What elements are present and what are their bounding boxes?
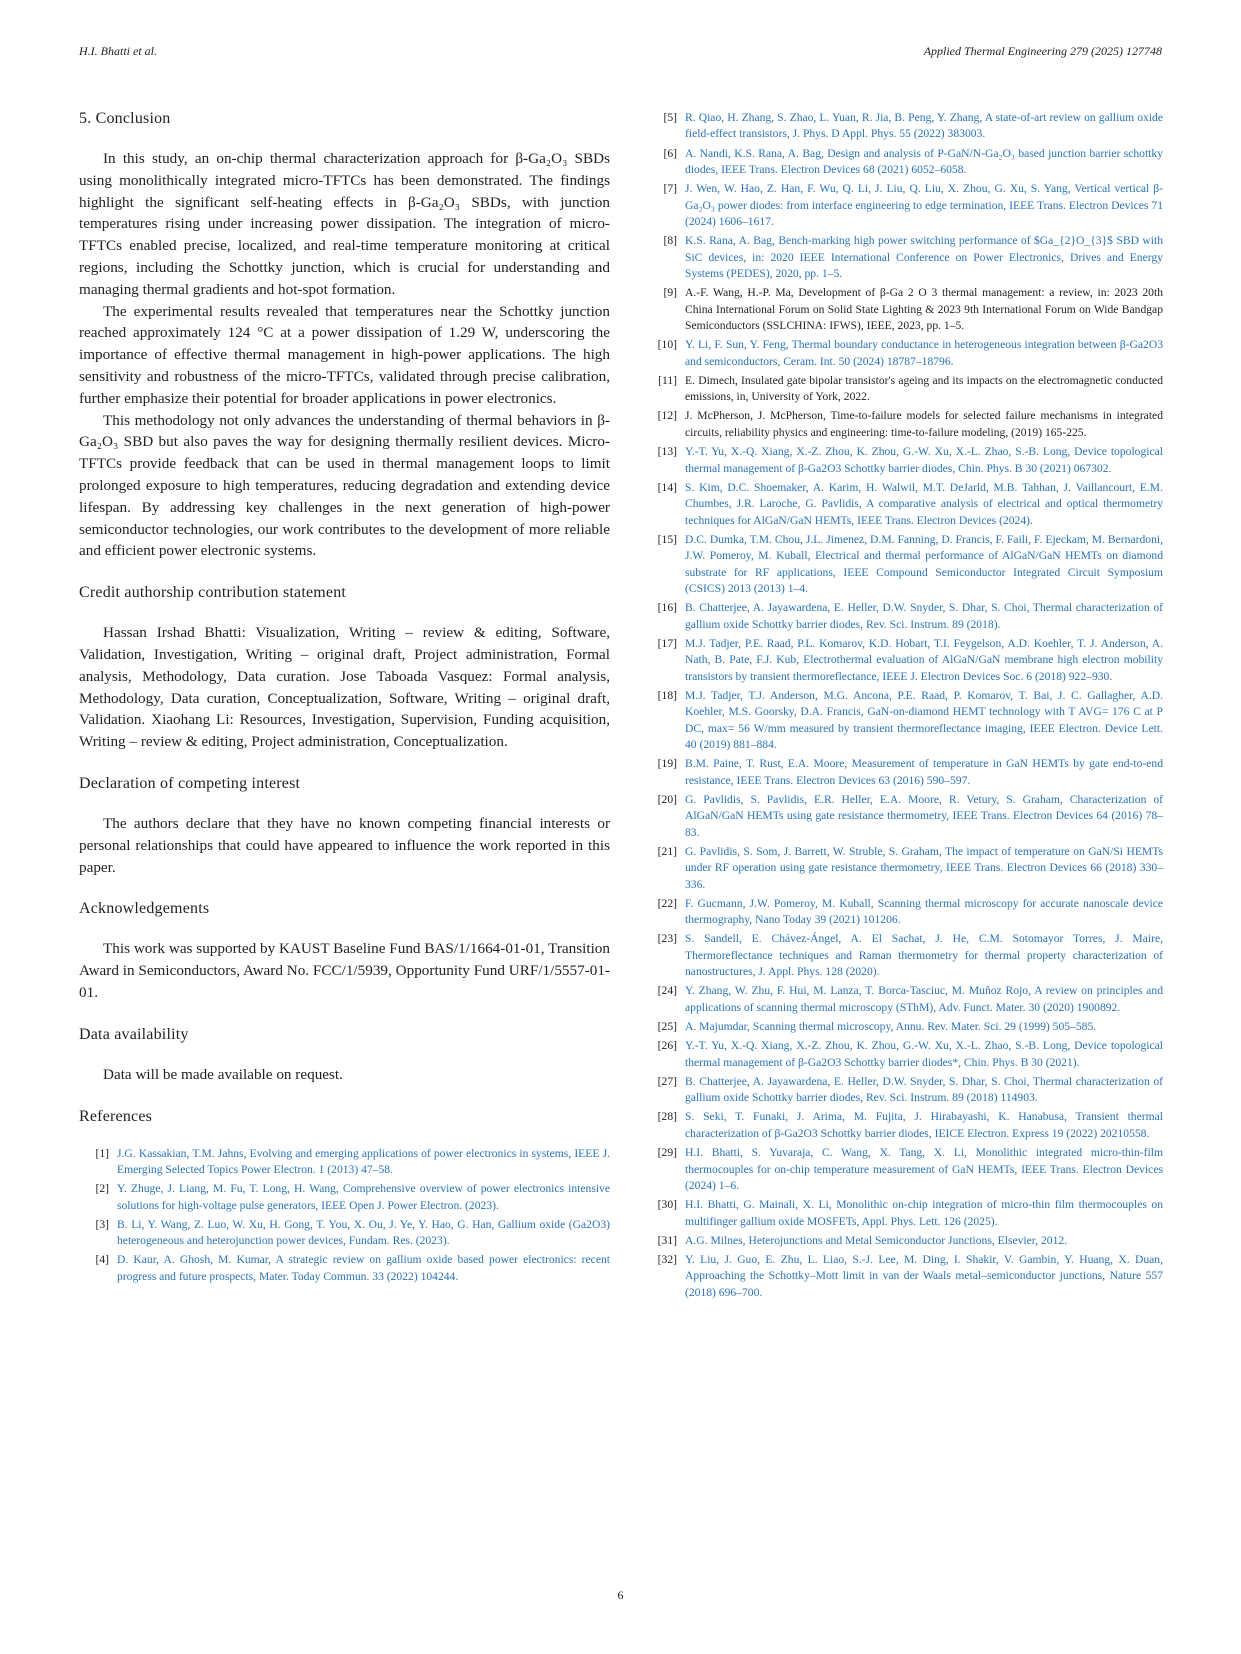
- reference-link[interactable]: Y. Liu, J. Guo, E. Zhu, L. Liao, S.-J. Lee, M. Ding, I. Shakir, V. Gambin, Y. Huang, X. Duan, Approaching the Schottky–Mott limit in van der Waals metal–semiconductor junctions, Nature 557 (2018) 696–700.: [685, 1252, 1163, 1299]
- reference-link[interactable]: D. Kaur, A. Ghosh, M. Kumar, A strategic review on gallium oxide based power electronics: recent progress and future prospects, Mater. Today Commun. 33 (2022) 104244.: [117, 1253, 610, 1283]
- reference-number: [26]: [657, 1039, 677, 1053]
- reference-item: [645, 146, 1163, 179]
- reference-number: [6]: [663, 146, 677, 160]
- reference-item: [645, 792, 1163, 841]
- reference-number: [22]: [657, 896, 677, 910]
- reference-item: [645, 983, 1163, 1016]
- reference-link[interactable]: H.I. Bhatti, S. Yuvaraja, C. Wang, X. Tang, X. Li, Monolithic integrated micro-thin-film thermocouples for on-chip temperature measurement of GaN HEMTs, IEEE Trans. Electron Devices (2024) 1–6.: [685, 1146, 1163, 1192]
- reference-item: [645, 756, 1163, 789]
- reference-link[interactable]: K.S. Rana, A. Bag, Bench-marking high power switching performance of $Ga_{2}O_{3}$ SBD with SiC devices, in: 2020 IEEE International Conference on Power Electronics, Drives and Energy Systems (PEDES), 2020, pp. 1–5.: [685, 234, 1163, 281]
- reference-number: [3]: [95, 1217, 109, 1231]
- reference-number: [24]: [657, 984, 677, 998]
- reference-link[interactable]: Y. Li, F. Sun, Y. Feng, Thermal boundary conductance in heterogeneous integration between β-Ga2O3 and semiconductors, Ceram. Int. 50 (2024) 18787–18796.: [685, 338, 1163, 368]
- reference-list-right: [645, 110, 1163, 1301]
- reference-item: [79, 1217, 610, 1250]
- credit-paragraph: Hassan Irshad Bhatti: Visualization, Writing – review & editing, Software, Validation, Investigation, Writing – original draft, Project administration, Formal analysis, Methodology, Data curation. Jose Taboada Vasquez: Formal analysis, Methodology, Data curation, Conceptualization, Software, Writing – original draft, Validation. Xiaohang Li: Resources, Investigation, Supervision, Funding acquisition, Writing – review & editing, Project administration, Conceptualization.: [79, 624, 610, 751]
- reference-link[interactable]: Y.-T. Yu, X.-Q. Xiang, X.-Z. Zhou, K. Zhou, G.-W. Xu, X.-L. Zhao, S.-B. Long, Device topological thermal management of β-Ga2O3 Schottky barrier diodes, Chin. Phys. B 30 (2021) 067302.: [685, 445, 1163, 475]
- reference-item: [645, 844, 1163, 893]
- competing-interest-section: [79, 775, 610, 878]
- reference-item: [645, 181, 1163, 230]
- reference-item: [645, 896, 1163, 929]
- reference-number: [23]: [657, 932, 677, 946]
- reference-number: [4]: [95, 1253, 109, 1267]
- reference-item: [79, 1252, 610, 1285]
- reference-item: [645, 233, 1163, 282]
- reference-link[interactable]: Y.-T. Yu, X.-Q. Xiang, X.-Z. Zhou, K. Zhou, G.-W. Xu, X.-L. Zhao, S.-B. Long, Device topological thermal management of β-Ga2O3 Schottky barrier diodes*, Chin. Phys. B 30 (2021).: [685, 1039, 1163, 1069]
- reference-item: [79, 1181, 610, 1214]
- reference-link[interactable]: S. Sandell, E. Chávez-Ángel, A. El Sachat, J. He, C.M. Sotomayor Torres, J. Maire, Thermoreflectance techniques and Raman thermometry for thermal property characterization of nanostructures, J. Appl. Phys. 128 (2020).: [685, 932, 1163, 979]
- reference-number: [1]: [95, 1146, 109, 1160]
- reference-link[interactable]: R. Qiao, H. Zhang, S. Zhao, L. Yuan, R. Jia, B. Peng, Y. Zhang, A state-of-art review on gallium oxide field-effect transistors, J. Phys. D Appl. Phys. 55 (2022) 383003.: [685, 111, 1163, 141]
- reference-number: [29]: [657, 1146, 677, 1160]
- reference-item: [645, 1145, 1163, 1194]
- reference-number: [14]: [657, 480, 677, 494]
- reference-link[interactable]: B. Li, Y. Wang, Z. Luo, W. Xu, H. Gong, T. You, X. Ou, J. Ye, Y. Hao, G. Han, Gallium oxide (Ga2O3) heterogeneous and heterojunction power devices, Fundam. Res. (2023).: [117, 1217, 610, 1248]
- reference-item: [645, 408, 1163, 441]
- reference-link[interactable]: G. Pavlidis, S. Pavlidis, E.R. Heller, E.A. Moore, R. Vetury, S. Graham, Characterization of AlGaN/GaN HEMTs using gate resistance thermometry, IEEE Trans. Electron Devices 64 (2016) 78–83.: [685, 792, 1163, 839]
- reference-number: [8]: [663, 234, 677, 248]
- references-section: [79, 1108, 610, 1286]
- reference-number: [30]: [657, 1198, 677, 1212]
- reference-item: [645, 1197, 1163, 1230]
- reference-item: [645, 931, 1163, 980]
- reference-number: [21]: [657, 844, 677, 858]
- reference-number: [27]: [657, 1074, 677, 1088]
- reference-number: [9]: [663, 286, 677, 300]
- reference-item: [645, 480, 1163, 529]
- conclusion-section: [79, 110, 610, 562]
- reference-number: [28]: [657, 1110, 677, 1124]
- reference-link[interactable]: H.I. Bhatti, G. Mainali, X. Li, Monolithic on-chip integration of micro-thin film thermocouples on multifinger gallium oxide MOSFETs, Appl. Phys. Lett. 126 (2025).: [685, 1198, 1163, 1228]
- reference-item: [645, 110, 1163, 143]
- data-availability-section: [79, 1026, 610, 1086]
- reference-number: [13]: [657, 445, 677, 459]
- reference-number: [17]: [657, 636, 677, 650]
- reference-link[interactable]: B.M. Paine, T. Rust, E.A. Moore, Measurement of temperature in GaN HEMTs by gate end-to-end resistance, IEEE Trans. Electron Devices 63 (2016) 590–597.: [685, 757, 1163, 787]
- reference-item: [645, 285, 1163, 334]
- page-number: 6: [617, 1588, 624, 1602]
- reference-link[interactable]: F. Gucmann, J.W. Pomeroy, M. Kuball, Scanning thermal microscopy for accurate nanoscale device thermography, Nano Today 39 (2021) 101206.: [685, 896, 1163, 927]
- left-column: [79, 110, 610, 1307]
- right-column: [645, 110, 1163, 1304]
- reference-item: [645, 1074, 1163, 1107]
- reference-text: J. McPherson, J. McPherson, Time-to-failure models for selected failure mechanisms in integrated circuits, reliability physics and engineering: time-to-failure modeling, (2019) 165-225.: [685, 409, 1163, 439]
- section-heading-references: References: [79, 1107, 153, 1125]
- reference-number: [32]: [657, 1252, 677, 1266]
- section-heading-conclusion: 5. Conclusion: [79, 110, 171, 127]
- reference-item: [645, 444, 1163, 477]
- reference-link[interactable]: S. Seki, T. Funaki, J. Arima, M. Fujita, J. Hirabayashi, K. Hanabusa, Transient thermal characterization of β-Ga2O3 Schottky barrier diodes, IEICE Electron. Express 19 (2022) 20210558.: [685, 1110, 1163, 1140]
- reference-item: [645, 636, 1163, 685]
- reference-number: [31]: [657, 1233, 677, 1247]
- reference-number: [19]: [657, 757, 677, 771]
- conclusion-paragraph: This methodology not only advances the understanding of thermal behaviors in β-Ga₂O₃ SBD but also paves the way for designing thermally resilient devices. Micro-TFTCs provide feedback that can be used in thermal management loops to limit prolonged exposure to high temperatures, reducing degradation and extending device lifespan. By addressing key challenges in the next generation of high-power semiconductor technologies, our work contributes to the development of more reliable and efficient power electronic systems.: [79, 411, 610, 560]
- reference-number: [25]: [657, 1020, 677, 1034]
- reference-item: [645, 373, 1163, 406]
- reference-link[interactable]: J.G. Kassakian, T.M. Jahns, Evolving and emerging applications of power electronics in systems, IEEE J. Emerging Selected Topics Power Electron. 1 (2013) 47–58.: [117, 1146, 610, 1176]
- reference-number: [12]: [657, 409, 677, 423]
- conclusion-paragraph: The experimental results revealed that temperatures near the Schottky junction reached approximately 124 °C at a power dissipation of 1.29 W, underscoring the importance of effective thermal management in high-power applications. The high sensitivity and robustness of the micro-TFTCs, validated through precise calibration, further emphasize their potential for broader applications in power electronics.: [79, 302, 610, 407]
- section-heading-credit: Credit authorship contribution statement: [79, 584, 347, 602]
- section-heading-competing-interest: Declaration of competing interest: [79, 774, 301, 792]
- reference-item: [645, 1019, 1163, 1035]
- reference-link[interactable]: D.C. Dumka, T.M. Chou, J.L. Jimenez, D.M. Fanning, D. Francis, F. Faili, F. Ejeckam, M. Bernardoni, J.W. Pomeroy, M. Kuball, Electrical and thermal performance of AlGaN/GaN HEMTs on diamond substrate for RF applications, IEEE Compound Semiconductor Integrated Circuit Symposium (CSICS) 2013 (2013) 1–4.: [685, 532, 1163, 595]
- reference-number: [15]: [657, 532, 677, 546]
- reference-item: [645, 1038, 1163, 1071]
- reference-number: [11]: [658, 373, 677, 387]
- reference-item: [645, 337, 1163, 370]
- reference-text: E. Dimech, Insulated gate bipolar transistor's ageing and its impacts on the electromagnetic conducted emissions, in, University of York, 2022.: [685, 373, 1163, 404]
- acknowledgements-section: [79, 900, 610, 1003]
- competing-interest-paragraph: The authors declare that they have no known competing financial interests or personal relationships that could have appeared to influence the work reported in this paper.: [79, 814, 610, 876]
- reference-item: [645, 1233, 1163, 1249]
- reference-item: [645, 1252, 1163, 1301]
- reference-number: [10]: [657, 338, 677, 352]
- reference-link[interactable]: A.G. Milnes, Heterojunctions and Metal Semiconductor Junctions, Elsevier, 2012.: [685, 1233, 1068, 1247]
- reference-item: [645, 1109, 1163, 1142]
- reference-link[interactable]: M.J. Tadjer, P.E. Raad, P.L. Komarov, K.D. Hobart, T.I. Feygelson, A.D. Koehler, T. J. Anderson, A. Nath, B. Pate, F.J. Kub, Electrothermal evaluation of AlGaN/GaN membrane high electron mobility transistors by transient thermoreflectance, IEEE J. Electron Devices Soc. 6 (2018) 922–930.: [685, 636, 1163, 683]
- reference-item: [645, 532, 1163, 598]
- reference-number: [18]: [657, 688, 677, 702]
- reference-link[interactable]: A. Nandi, K.S. Rana, A. Bag, Design and analysis of P-GaN/N-Ga₂O₃ based junction barrier schottky diodes, IEEE Trans. Electron Devices 68 (2021) 6052–6058.: [685, 146, 1163, 177]
- running-header-journal: Applied Thermal Engineering 279 (2025) 127748: [923, 44, 1162, 58]
- reference-number: [16]: [657, 601, 677, 615]
- section-heading-acknowledgements: Acknowledgements: [79, 900, 210, 918]
- reference-link[interactable]: Y. Zhuge, J. Liang, M. Fu, T. Long, H. Wang, Comprehensive overview of power electronics intensive solutions for high-voltage pulse generators, IEEE Open J. Power Electron. (2023).: [117, 1182, 610, 1212]
- data-availability-paragraph: Data will be made available on request.: [103, 1065, 343, 1083]
- reference-number: [2]: [95, 1182, 109, 1196]
- reference-link[interactable]: B. Chatterjee, A. Jayawardena, E. Heller, D.W. Snyder, S. Dhar, S. Choi, Thermal characterization of gallium oxide Schottky barrier diodes, Rev. Sci. Instrum. 89 (2018).: [685, 601, 1163, 631]
- acknowledgements-paragraph: This work was supported by KAUST Baseline Fund BAS/1/1664-01-01, Transition Award in Semiconductors, Award No. FCC/1/5939, Opportunity Fund URF/1/5557-01-01.: [79, 940, 610, 1001]
- reference-link[interactable]: M.J. Tadjer, T.J. Anderson, M.G. Ancona, P.E. Raad, P. Komarov, T. Bai, J. C. Gallagher, A.D. Koehler, M.S. Goorsky, D.A. Francis, GaN-on-diamond HEMT technology with T AVG= 176 C at P DC, max= 56 W/mm measured by transient thermoreflectance imaging, IEEE Electron. Device Lett. 40 (2019) 881–884.: [685, 688, 1163, 751]
- credit-section: [79, 584, 610, 753]
- reference-link[interactable]: S. Kim, D.C. Shoemaker, A. Karim, H. Walwil, M.T. DeJarld, M.B. Tahhan, J. Vaillancourt, E.M. Chumbes, J.R. Laroche, G. Pavlidis, A comparative analysis of electrical and optical thermometry techniques for AlGaN/GaN HEMTs, IEEE Trans. Electron Devices (2024).: [685, 480, 1163, 527]
- reference-number: [7]: [663, 182, 677, 196]
- reference-item: [79, 1146, 610, 1179]
- reference-item: [645, 688, 1163, 754]
- reference-text: A.-F. Wang, H.-P. Ma, Development of β-Ga 2 O 3 thermal management: a review, in: 2023 20th China International Forum on Solid State Lighting & 2023 9th International Forum on Wide Bandgap Semiconductors (SSLCHINA: IFWS), IEEE, 2023, pp. 1–5.: [685, 286, 1163, 333]
- reference-link[interactable]: A. Majumdar, Scanning thermal microscopy, Annu. Rev. Mater. Sci. 29 (1999) 505–585.: [685, 1020, 1097, 1034]
- reference-number: [20]: [657, 792, 677, 806]
- reference-number: [5]: [663, 111, 677, 124]
- running-header-authors: H.I. Bhatti et al.: [79, 44, 157, 58]
- reference-item: [645, 600, 1163, 633]
- reference-link[interactable]: Y. Zhang, W. Zhu, F. Hui, M. Lanza, T. Borca-Tasciuc, M. Muñoz Rojo, A review on principles and applications of scanning thermal microscopy (SThM), Adv. Funct. Mater. 30 (2020) 1900892.: [685, 984, 1163, 1014]
- reference-link[interactable]: B. Chatterjee, A. Jayawardena, E. Heller, D.W. Snyder, S. Dhar, S. Choi, Thermal characterization of gallium oxide Schottky barrier diodes, Rev. Sci. Instrum. 89 (2018) 114903.: [685, 1074, 1163, 1105]
- section-heading-data-availability: Data availability: [79, 1025, 189, 1043]
- reference-list-left: [79, 1146, 610, 1286]
- reference-link[interactable]: G. Pavlidis, S. Som, J. Barrett, W. Struble, S. Graham, The impact of temperature on GaN/Si HEMTs under RF operation using gate resistance thermometry, IEEE Trans. Electron Devices 66 (2018) 330–336.: [685, 844, 1163, 891]
- reference-link[interactable]: J. Wen, W. Hao, Z. Han, F. Wu, Q. Li, J. Liu, Q. Liu, X. Zhou, G. Xu, S. Yang, Vertical vertical β-Ga₂O₃ power diodes: from interface engineering to edge termination, IEEE Trans. Electron Devices 71 (2024) 1606–1617.: [685, 182, 1163, 229]
- conclusion-paragraph: In this study, an on-chip thermal characterization approach for β-Ga₂O₃ SBDs using monolithically integrated micro-TFTCs has been demonstrated. The findings highlight the significant self-heating effects in β-Ga₂O₃ SBDs, with junction temperatures rising under increasing power dissipation. The integration of micro-TFTCs enabled precise, localized, and real-time temperature monitoring at critical regions, including the Schottky junction, which is crucial for understanding and managing thermal gradients and hot-spot formation.: [79, 150, 610, 298]
